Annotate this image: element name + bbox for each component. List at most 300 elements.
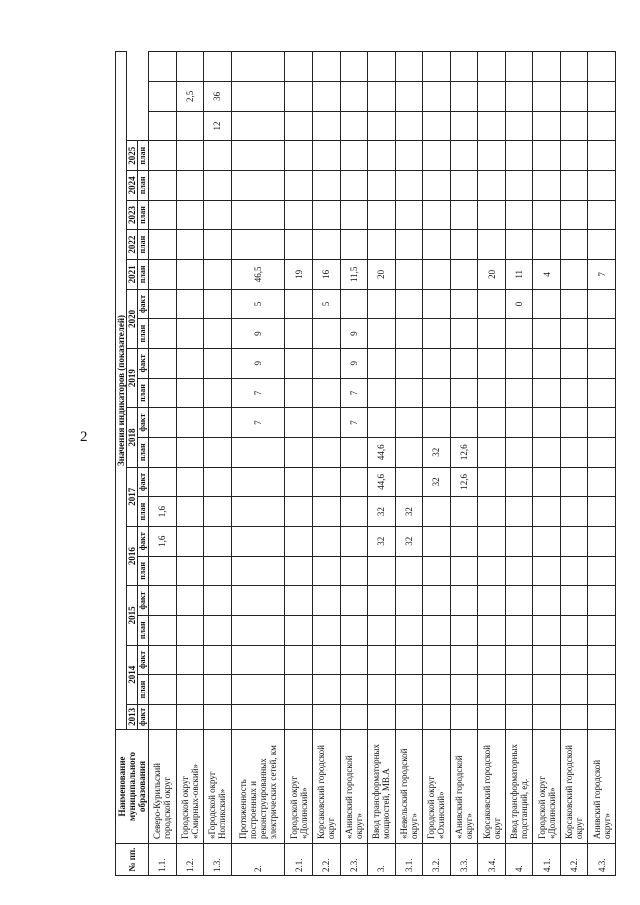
value-cell bbox=[588, 52, 616, 82]
value-cell bbox=[312, 52, 340, 82]
value-cell bbox=[505, 704, 533, 729]
value-cell bbox=[560, 467, 588, 497]
value-cell bbox=[149, 111, 177, 141]
year-header: 2023 bbox=[127, 200, 138, 230]
value-cell bbox=[176, 615, 204, 645]
value-cell bbox=[395, 111, 423, 141]
value-cell bbox=[395, 615, 423, 645]
value-cell bbox=[395, 319, 423, 349]
table-row bbox=[588, 52, 616, 876]
value-cell bbox=[176, 52, 204, 82]
value-cell: 7 bbox=[231, 408, 285, 438]
value-cell bbox=[588, 200, 616, 230]
value-cell bbox=[340, 704, 368, 729]
value-cell bbox=[533, 230, 561, 260]
table-row bbox=[204, 52, 232, 876]
value-cell bbox=[204, 704, 232, 729]
value-cell bbox=[340, 675, 368, 705]
value-cell bbox=[533, 141, 561, 171]
row-number: 1.2. bbox=[176, 844, 204, 876]
value-cell bbox=[423, 704, 451, 729]
value-cell bbox=[395, 467, 423, 497]
value-cell bbox=[285, 526, 313, 556]
value-cell bbox=[478, 141, 506, 171]
num-header: № пп. bbox=[116, 844, 149, 876]
value-cell bbox=[478, 556, 506, 586]
value-cell bbox=[149, 230, 177, 260]
value-cell bbox=[231, 615, 285, 645]
row-number: 3.2. bbox=[423, 844, 451, 876]
table-row bbox=[505, 52, 533, 876]
value-cell bbox=[533, 348, 561, 378]
value-cell bbox=[560, 141, 588, 171]
value-cell bbox=[423, 497, 451, 527]
value-cell bbox=[450, 171, 478, 201]
value-cell bbox=[560, 556, 588, 586]
row-number: 2.2. bbox=[312, 844, 340, 876]
year-header: 2014 bbox=[127, 645, 138, 704]
value-cell bbox=[149, 348, 177, 378]
value-cell bbox=[478, 408, 506, 438]
table-row bbox=[340, 52, 368, 876]
value-cell bbox=[505, 378, 533, 408]
value-cell bbox=[340, 615, 368, 645]
value-cell bbox=[533, 526, 561, 556]
value-cell bbox=[588, 497, 616, 527]
value-cell bbox=[368, 348, 396, 378]
value-cell bbox=[560, 52, 588, 82]
value-cell bbox=[450, 141, 478, 171]
value-cell bbox=[505, 141, 533, 171]
value-cell bbox=[368, 171, 396, 201]
value-cell bbox=[368, 141, 396, 171]
value-cell bbox=[533, 319, 561, 349]
value-cell bbox=[423, 645, 451, 675]
value-cell bbox=[533, 586, 561, 616]
value-cell bbox=[204, 200, 232, 230]
value-cell bbox=[588, 141, 616, 171]
value-cell bbox=[395, 704, 423, 729]
table-row bbox=[231, 52, 285, 876]
value-cell bbox=[423, 260, 451, 290]
value-cell bbox=[340, 437, 368, 467]
table-row bbox=[312, 52, 340, 876]
value-cell bbox=[149, 408, 177, 438]
value-cell bbox=[340, 497, 368, 527]
value-cell bbox=[149, 437, 177, 467]
row-number: 1.3. bbox=[204, 844, 232, 876]
value-cell bbox=[588, 408, 616, 438]
name-header: Наименование муниципального образования bbox=[116, 729, 149, 843]
value-cell: 32 bbox=[395, 526, 423, 556]
value-cell bbox=[395, 260, 423, 290]
value-cell bbox=[533, 497, 561, 527]
value-cell bbox=[423, 378, 451, 408]
table-row bbox=[176, 52, 204, 876]
value-cell bbox=[285, 200, 313, 230]
value-cell bbox=[395, 437, 423, 467]
value-cell bbox=[478, 675, 506, 705]
value-cell bbox=[149, 615, 177, 645]
value-cell bbox=[340, 82, 368, 112]
value-cell bbox=[312, 586, 340, 616]
value-cell bbox=[478, 378, 506, 408]
value-cell bbox=[450, 615, 478, 645]
value-cell bbox=[478, 645, 506, 675]
value-cell bbox=[560, 526, 588, 556]
value-cell bbox=[560, 704, 588, 729]
value-cell: 9 bbox=[231, 319, 285, 349]
row-number: 2.1. bbox=[285, 844, 313, 876]
value-cell bbox=[285, 675, 313, 705]
fact-header: факт bbox=[138, 467, 149, 497]
value-cell bbox=[340, 230, 368, 260]
rotated-table-wrapper bbox=[115, 51, 616, 876]
value-cell bbox=[450, 348, 478, 378]
value-cell bbox=[149, 645, 177, 675]
value-cell bbox=[560, 348, 588, 378]
row-name: Северо-Курильский городской округ bbox=[149, 729, 177, 843]
value-cell bbox=[312, 615, 340, 645]
value-cell bbox=[478, 615, 506, 645]
value-cell bbox=[505, 675, 533, 705]
value-cell bbox=[312, 704, 340, 729]
value-cell bbox=[423, 408, 451, 438]
value-cell bbox=[340, 645, 368, 675]
value-cell bbox=[204, 408, 232, 438]
plan-header: план bbox=[138, 171, 149, 201]
value-cell bbox=[450, 319, 478, 349]
plan-header: план bbox=[138, 497, 149, 527]
value-cell bbox=[533, 704, 561, 729]
value-cell bbox=[176, 141, 204, 171]
value-cell: 9 bbox=[340, 319, 368, 349]
plan-header: план bbox=[138, 230, 149, 260]
value-cell bbox=[423, 230, 451, 260]
value-cell bbox=[285, 704, 313, 729]
year-header: 2017 bbox=[127, 467, 138, 526]
value-cell bbox=[368, 319, 396, 349]
row-name: Протяженность построенных и реконструированных электрических сетей, км bbox=[231, 729, 285, 843]
value-cell bbox=[450, 704, 478, 729]
value-cell bbox=[450, 52, 478, 82]
value-cell bbox=[505, 408, 533, 438]
value-cell bbox=[560, 319, 588, 349]
fact-header: факт bbox=[138, 645, 149, 675]
value-cell bbox=[176, 645, 204, 675]
value-cell bbox=[176, 675, 204, 705]
value-cell bbox=[368, 52, 396, 82]
year-header: 2020 bbox=[127, 289, 138, 348]
value-cell: 7 bbox=[231, 378, 285, 408]
fact-header: факт bbox=[138, 526, 149, 556]
plan-header: план bbox=[138, 319, 149, 349]
value-cell bbox=[149, 556, 177, 586]
year-header: 2016 bbox=[127, 526, 138, 585]
value-cell bbox=[176, 378, 204, 408]
value-cell bbox=[588, 645, 616, 675]
value-cell bbox=[588, 437, 616, 467]
value-cell: 12,6 bbox=[450, 467, 478, 497]
value-cell bbox=[176, 526, 204, 556]
value-cell bbox=[149, 260, 177, 290]
value-cell bbox=[505, 645, 533, 675]
value-cell bbox=[505, 526, 533, 556]
value-cell bbox=[231, 526, 285, 556]
value-cell bbox=[285, 645, 313, 675]
value-cell bbox=[340, 526, 368, 556]
value-cell bbox=[478, 230, 506, 260]
value-cell bbox=[368, 111, 396, 141]
value-cell bbox=[505, 111, 533, 141]
value-cell: 32 bbox=[368, 526, 396, 556]
value-cell bbox=[478, 289, 506, 319]
value-cell bbox=[588, 171, 616, 201]
plan-header: план bbox=[138, 675, 149, 705]
value-cell bbox=[423, 348, 451, 378]
value-cell bbox=[368, 675, 396, 705]
value-cell bbox=[478, 467, 506, 497]
value-cell bbox=[560, 586, 588, 616]
value-cell bbox=[176, 171, 204, 201]
row-name: Корсаковский городской округ bbox=[560, 729, 588, 843]
value-cell bbox=[478, 171, 506, 201]
value-cell bbox=[505, 348, 533, 378]
indicators-table bbox=[115, 51, 616, 876]
value-cell bbox=[231, 437, 285, 467]
value-cell bbox=[395, 230, 423, 260]
row-name: Корсаковский городской округ bbox=[478, 729, 506, 843]
plan-header: план bbox=[138, 615, 149, 645]
value-cell bbox=[231, 230, 285, 260]
value-cell bbox=[478, 437, 506, 467]
table-row bbox=[368, 52, 396, 876]
table-row bbox=[450, 52, 478, 876]
row-name: Городской округ «Смирных-овский» bbox=[176, 729, 204, 843]
value-cell bbox=[285, 378, 313, 408]
row-name: «Городской округ Ногликский» bbox=[204, 729, 232, 843]
row-name: «Невельский городской округ» bbox=[395, 729, 423, 843]
row-number: 3.1. bbox=[395, 844, 423, 876]
value-cell bbox=[231, 497, 285, 527]
value-cell bbox=[505, 497, 533, 527]
value-cell bbox=[450, 645, 478, 675]
value-cell bbox=[588, 615, 616, 645]
value-cell bbox=[149, 82, 177, 112]
value-cell bbox=[231, 171, 285, 201]
table-row bbox=[423, 52, 451, 876]
value-cell bbox=[149, 467, 177, 497]
value-cell bbox=[505, 200, 533, 230]
value-cell bbox=[204, 141, 232, 171]
value-cell bbox=[231, 467, 285, 497]
value-cell bbox=[395, 82, 423, 112]
value-cell bbox=[560, 497, 588, 527]
value-cell bbox=[505, 171, 533, 201]
value-cell bbox=[204, 52, 232, 82]
value-cell bbox=[395, 141, 423, 171]
year-header: 2025 bbox=[127, 141, 138, 171]
value-cell bbox=[204, 615, 232, 645]
value-cell: 2,5 bbox=[176, 82, 204, 112]
value-cell: 32 bbox=[395, 497, 423, 527]
value-cell bbox=[478, 111, 506, 141]
value-cell bbox=[368, 704, 396, 729]
value-cell bbox=[231, 586, 285, 616]
value-cell bbox=[204, 348, 232, 378]
value-cell bbox=[533, 408, 561, 438]
value-cell bbox=[423, 556, 451, 586]
value-cell bbox=[505, 556, 533, 586]
fact-header: факт bbox=[138, 408, 149, 438]
value-cell bbox=[395, 378, 423, 408]
value-cell bbox=[478, 52, 506, 82]
value-cell bbox=[285, 141, 313, 171]
value-cell bbox=[505, 437, 533, 467]
value-cell: 11,5 bbox=[340, 260, 368, 290]
value-cell bbox=[450, 82, 478, 112]
value-cell bbox=[312, 467, 340, 497]
group-header: Значения индикаторов (показателей) bbox=[116, 52, 127, 730]
value-cell bbox=[423, 319, 451, 349]
value-cell: 5 bbox=[312, 289, 340, 319]
year-header: 2018 bbox=[127, 408, 138, 467]
value-cell bbox=[450, 556, 478, 586]
value-cell bbox=[204, 556, 232, 586]
value-cell bbox=[285, 289, 313, 319]
value-cell: 1,6 bbox=[149, 526, 177, 556]
value-cell bbox=[204, 586, 232, 616]
value-cell bbox=[176, 111, 204, 141]
plan-header: план bbox=[138, 556, 149, 586]
value-cell: 0 bbox=[505, 289, 533, 319]
value-cell bbox=[149, 704, 177, 729]
value-cell bbox=[588, 348, 616, 378]
value-cell bbox=[312, 675, 340, 705]
value-cell bbox=[204, 497, 232, 527]
value-cell bbox=[231, 675, 285, 705]
value-cell bbox=[340, 467, 368, 497]
plan-header: план bbox=[138, 200, 149, 230]
value-cell bbox=[560, 645, 588, 675]
value-cell bbox=[423, 289, 451, 319]
value-cell bbox=[176, 319, 204, 349]
value-cell bbox=[204, 289, 232, 319]
value-cell bbox=[204, 645, 232, 675]
value-cell bbox=[149, 675, 177, 705]
row-number: 4.2. bbox=[560, 844, 588, 876]
value-cell bbox=[312, 230, 340, 260]
value-cell bbox=[231, 52, 285, 82]
value-cell bbox=[204, 378, 232, 408]
value-cell bbox=[588, 675, 616, 705]
value-cell bbox=[560, 230, 588, 260]
row-number: 4.1. bbox=[533, 844, 561, 876]
value-cell bbox=[176, 467, 204, 497]
value-cell bbox=[176, 556, 204, 586]
value-cell bbox=[450, 378, 478, 408]
value-cell bbox=[478, 82, 506, 112]
value-cell bbox=[368, 556, 396, 586]
value-cell bbox=[176, 348, 204, 378]
value-cell bbox=[312, 141, 340, 171]
table-body bbox=[149, 52, 616, 876]
value-cell bbox=[368, 645, 396, 675]
value-cell bbox=[423, 615, 451, 645]
value-cell bbox=[312, 526, 340, 556]
value-cell bbox=[450, 497, 478, 527]
value-cell bbox=[340, 171, 368, 201]
value-cell bbox=[533, 675, 561, 705]
value-cell bbox=[478, 586, 506, 616]
row-number: 2. bbox=[231, 844, 285, 876]
plan-header: план bbox=[138, 141, 149, 171]
value-cell bbox=[588, 467, 616, 497]
value-cell bbox=[285, 171, 313, 201]
row-number: 1.1. bbox=[149, 844, 177, 876]
table-row bbox=[533, 52, 561, 876]
value-cell: 12,6 bbox=[450, 437, 478, 467]
value-cell bbox=[149, 319, 177, 349]
value-cell bbox=[312, 200, 340, 230]
row-name: Городской округ «Долинский» bbox=[533, 729, 561, 843]
value-cell bbox=[423, 171, 451, 201]
value-cell: 32 bbox=[423, 437, 451, 467]
value-cell: 19 bbox=[285, 260, 313, 290]
value-cell bbox=[533, 645, 561, 675]
header-row-1 bbox=[116, 52, 127, 876]
value-cell bbox=[478, 319, 506, 349]
plan-header: план bbox=[138, 260, 149, 290]
value-cell: 20 bbox=[368, 260, 396, 290]
value-cell bbox=[231, 200, 285, 230]
value-cell bbox=[423, 111, 451, 141]
value-cell bbox=[285, 408, 313, 438]
value-cell: 7 bbox=[588, 260, 616, 290]
value-cell bbox=[478, 348, 506, 378]
value-cell bbox=[176, 704, 204, 729]
value-cell: 12 bbox=[204, 111, 232, 141]
value-cell bbox=[204, 171, 232, 201]
value-cell bbox=[533, 378, 561, 408]
row-number: 4.3. bbox=[588, 844, 616, 876]
value-cell bbox=[231, 645, 285, 675]
value-cell bbox=[505, 52, 533, 82]
row-number: 3. bbox=[368, 844, 396, 876]
value-cell bbox=[149, 200, 177, 230]
value-cell bbox=[312, 497, 340, 527]
value-cell bbox=[560, 111, 588, 141]
value-cell bbox=[450, 230, 478, 260]
value-cell bbox=[285, 319, 313, 349]
value-cell bbox=[588, 704, 616, 729]
value-cell bbox=[312, 319, 340, 349]
value-cell bbox=[478, 497, 506, 527]
value-cell bbox=[312, 171, 340, 201]
value-cell bbox=[176, 230, 204, 260]
value-cell bbox=[340, 52, 368, 82]
value-cell bbox=[560, 171, 588, 201]
value-cell bbox=[204, 260, 232, 290]
value-cell bbox=[285, 111, 313, 141]
row-name: Городской округ «Охинский» bbox=[423, 729, 451, 843]
value-cell bbox=[423, 200, 451, 230]
table-row bbox=[395, 52, 423, 876]
table-row bbox=[560, 52, 588, 876]
value-cell bbox=[176, 586, 204, 616]
value-cell: 16 bbox=[312, 260, 340, 290]
value-cell bbox=[505, 82, 533, 112]
